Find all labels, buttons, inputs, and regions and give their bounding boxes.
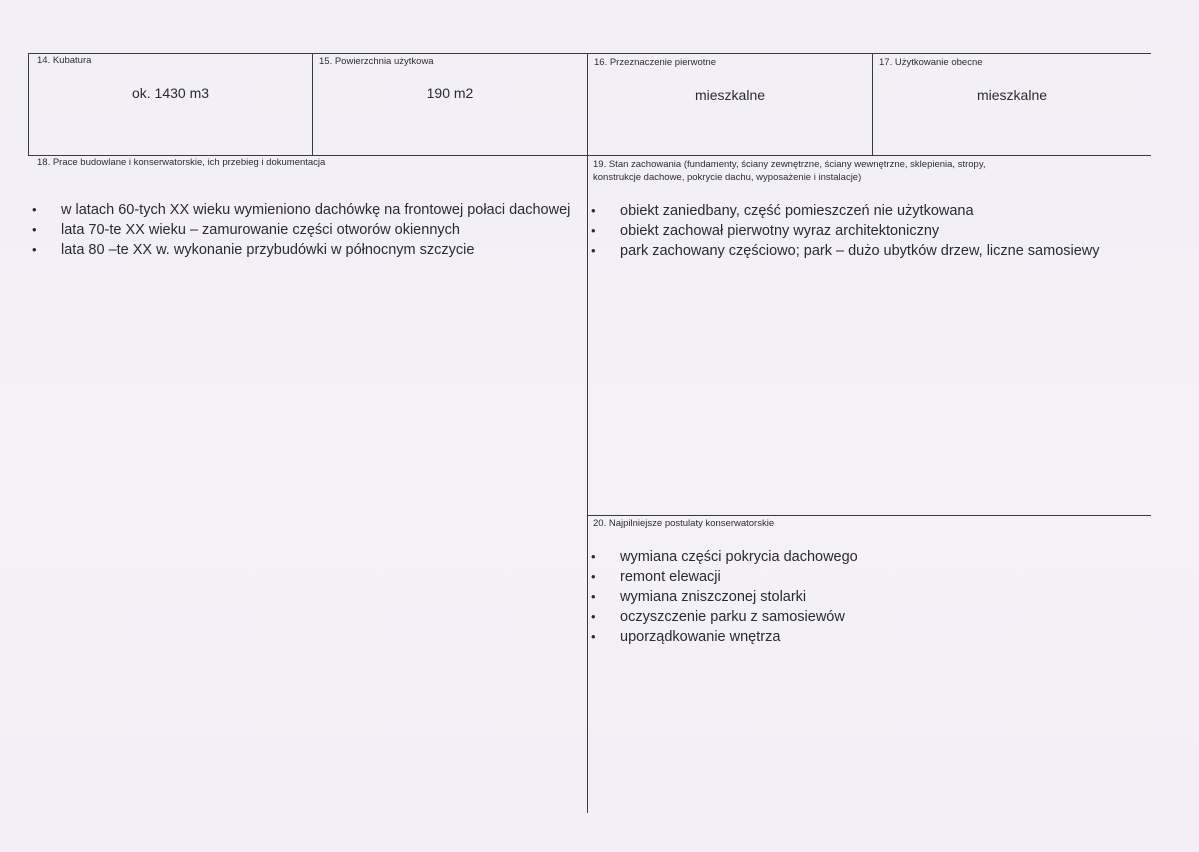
list-item: • wymiana zniszczonej stolarki — [591, 587, 1121, 607]
list-item: • oczyszczenie parku z samosiewów — [591, 607, 1121, 627]
field-19-list — [591, 201, 1121, 261]
field-16-label: 16. Przeznaczenie pierwotne — [594, 57, 716, 68]
rule-section20 — [587, 515, 1151, 516]
rule-left — [28, 53, 29, 155]
field-20-list — [591, 547, 1121, 647]
list-item: • obiekt zachował pierwotny wyraz architektoniczny — [591, 221, 1121, 241]
field-16-value: mieszkalne — [694, 87, 766, 103]
field-17-value: mieszkalne — [976, 87, 1048, 103]
field-20-label: 20. Najpilniejsze postulaty konserwatorskie — [593, 518, 775, 529]
rule-col4 — [872, 53, 873, 155]
list-item: • wymiana części pokrycia dachowego — [591, 547, 1121, 567]
field-19-label-line2: konstrukcje dachowe, pokrycie dachu, wyposażenie i instalacje) — [593, 172, 862, 183]
field-19-label-line1: 19. Stan zachowania (fundamenty, ściany zewnętrzne, ściany wewnętrzne, sklepienia, stropy, — [593, 159, 986, 170]
list-item: • lata 80 –te XX w. wykonanie przybudówki w północnym szczycie — [32, 240, 584, 260]
field-14-value: ok. 1430 m3 — [131, 85, 210, 101]
field-18-label: 18. Prace budowlane i konserwatorskie, ich przebieg i dokumentacja — [37, 157, 326, 168]
field-17-label: 17. Użytkowanie obecne — [879, 57, 983, 68]
field-15-label: 15. Powierzchnia użytkowa — [319, 56, 434, 67]
field-14-label: 14. Kubatura — [37, 55, 92, 66]
rule-top — [28, 53, 1151, 54]
rule-col2 — [312, 53, 313, 155]
rule-mid — [28, 155, 1151, 156]
field-15-value: 190 m2 — [426, 85, 474, 101]
list-item: • park zachowany częściowo; park – dużo ubytków drzew, liczne samosiewy — [591, 241, 1121, 261]
list-item: • w latach 60-tych XX wieku wymieniono dachówkę na frontowej połaci dachowej — [32, 200, 584, 220]
list-item: • uporządkowanie wnętrza — [591, 627, 1121, 647]
list-item: • obiekt zaniedbany, część pomieszczeń nie użytkowana — [591, 201, 1121, 221]
field-18-list — [32, 200, 584, 260]
list-item: • remont elewacji — [591, 567, 1121, 587]
list-item: • lata 70-te XX wieku – zamurowanie części otworów okiennych — [32, 220, 584, 240]
rule-col3 — [587, 53, 588, 813]
